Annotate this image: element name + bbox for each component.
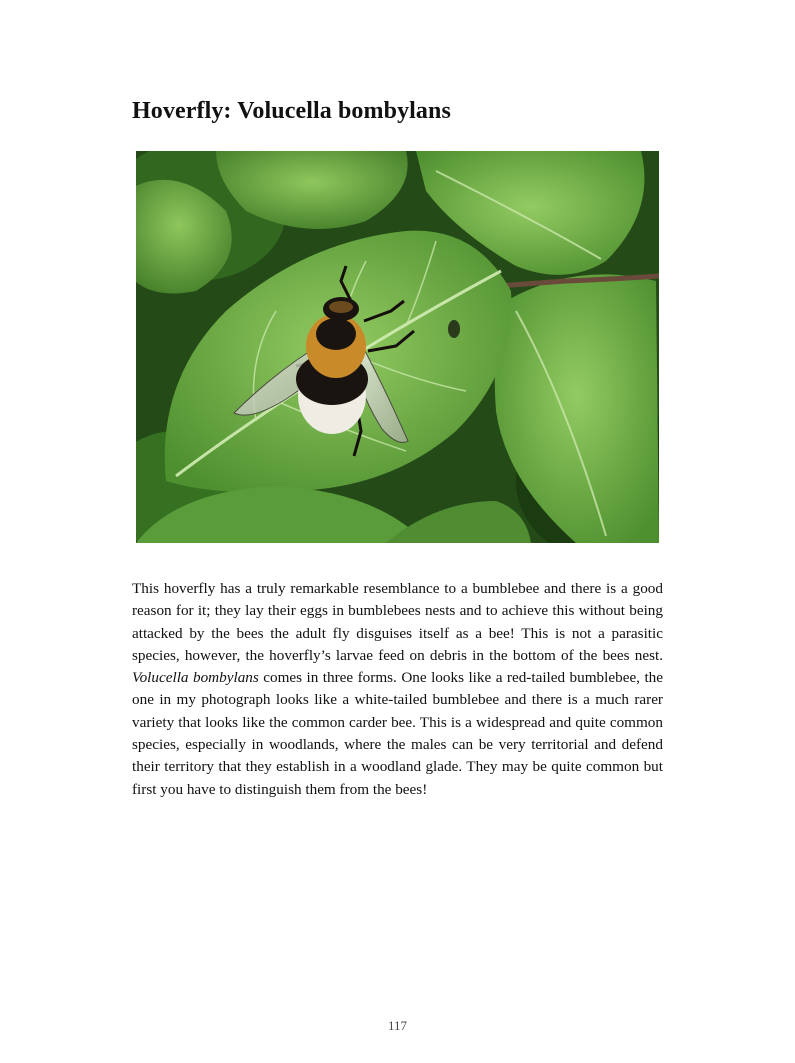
body-text-part1: This hoverfly has a truly remarkable resemblance to a bumblebee and there is a good reason for it; they lay their eggs in bumblebees nests and to achieve this without being attacked by the bees the adult fly disguises itself as a bee! This is not a parasitic species, however, the hoverfly’s larvae feed on debris in the bottom of the bees nest. bbox=[132, 580, 663, 664]
hoverfly-photo bbox=[136, 151, 659, 543]
body-paragraph bbox=[132, 578, 663, 801]
page-number: 117 bbox=[387, 1018, 408, 1033]
hoverfly-illustration bbox=[136, 151, 659, 543]
leaf-hole bbox=[448, 320, 460, 338]
body-text-part2: comes in three forms. One looks like a red-tailed bumblebee, the one in my photograph looks like a white-tailed bumblebee and there is a much rarer variety that looks like the common carder bee. This is a widespread and quite common species, especially in woodlands, where the males can be very territorial and defend their territory that they establish in a woodland glade. They may be quite common but first you have to distinguish them from the bees! bbox=[132, 669, 663, 798]
page-title: Hoverfly: Volucella bombylans bbox=[132, 98, 451, 124]
species-name-italic: Volucella bombylans bbox=[132, 669, 259, 687]
